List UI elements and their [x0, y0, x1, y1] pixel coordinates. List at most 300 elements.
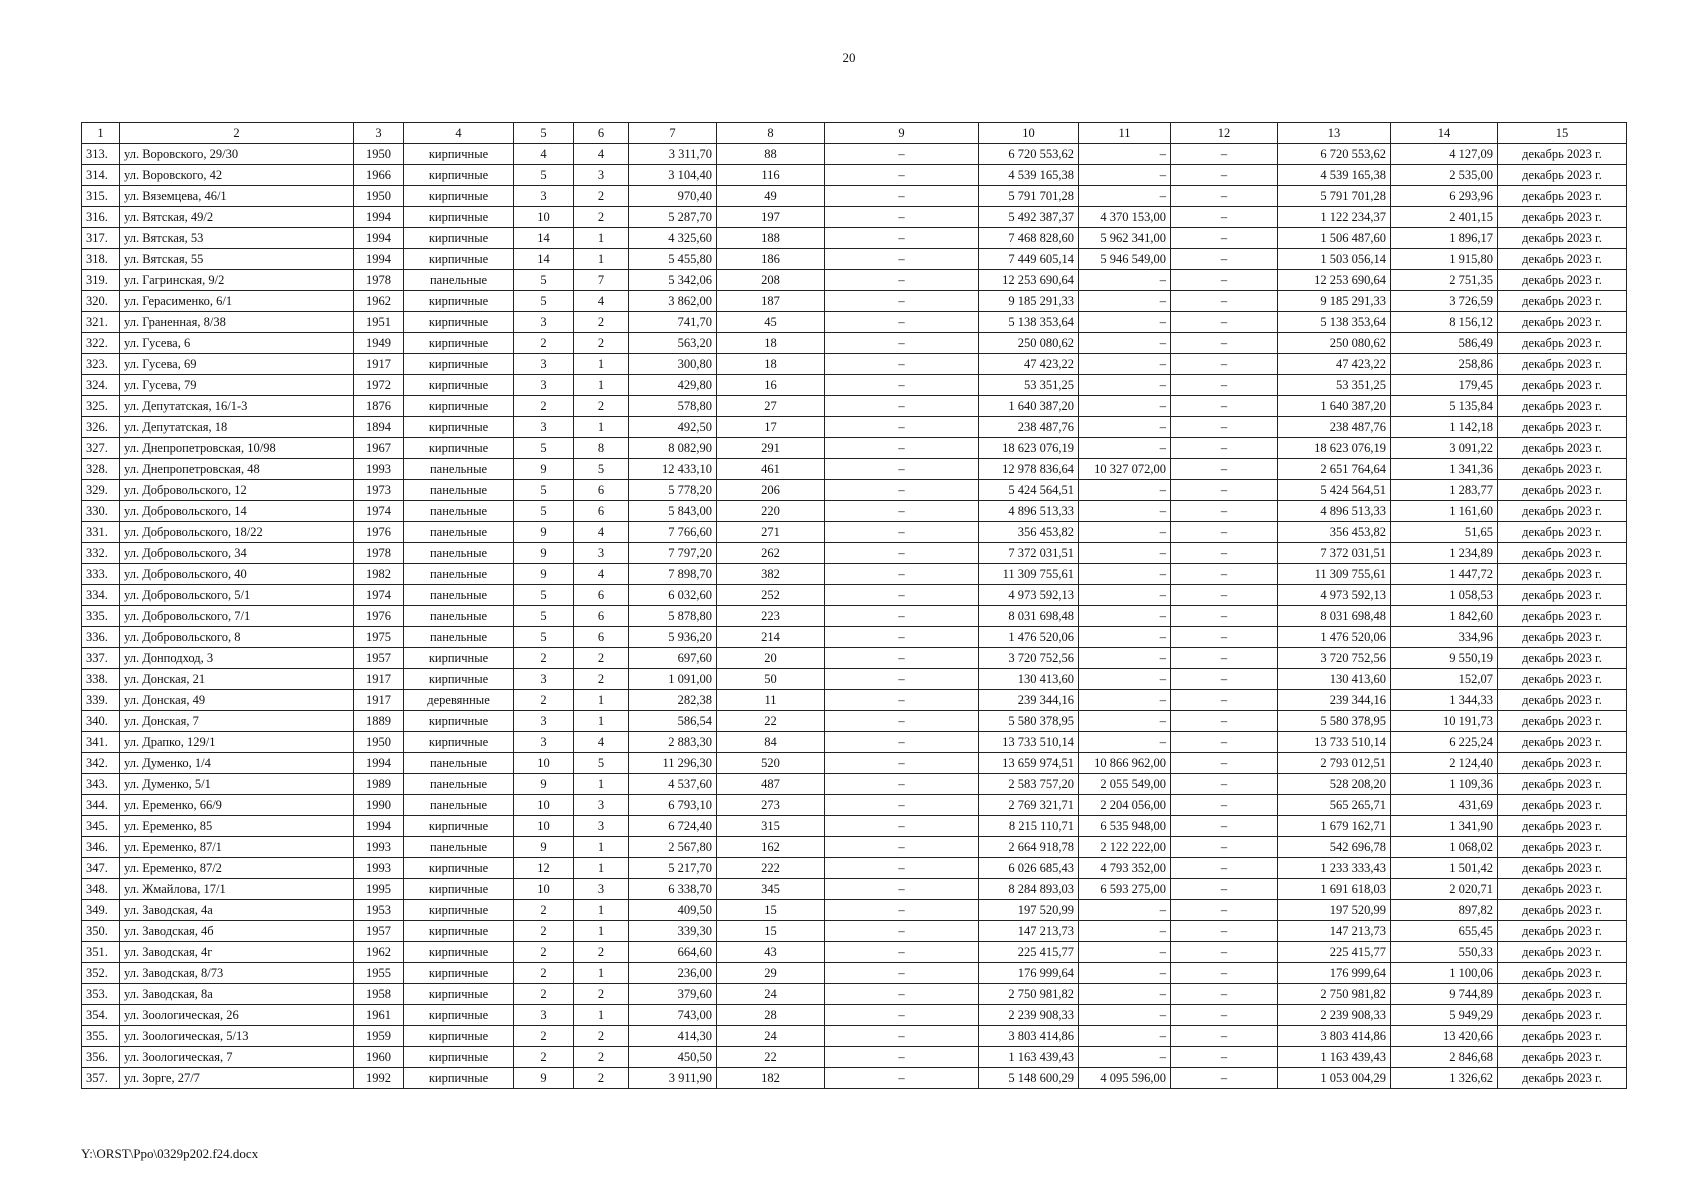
footer-file-path: Y:\ORST\Ppo\0329p202.f24.docx — [81, 1146, 259, 1161]
table-row — [82, 753, 1627, 774]
table-cell-col-12: – — [1171, 564, 1278, 585]
table-cell-col-14: 1 842,60 — [1391, 606, 1498, 627]
table-row — [82, 354, 1627, 375]
table-cell-col-1: 335. — [82, 606, 120, 627]
table-cell-col-14: 1 161,60 — [1391, 501, 1498, 522]
table-cell-col-13: 2 793 012,51 — [1278, 753, 1391, 774]
table-cell-col-7: 743,00 — [629, 1005, 717, 1026]
table-cell-col-4: кирпичные — [404, 228, 514, 249]
table-cell-col-14: 655,45 — [1391, 921, 1498, 942]
table-cell-col-6: 4 — [574, 732, 629, 753]
table-cell-col-5: 9 — [514, 459, 574, 480]
table-row — [82, 1068, 1627, 1089]
table-cell-col-8: 162 — [717, 837, 825, 858]
table-cell-col-6: 3 — [574, 795, 629, 816]
table-cell-col-2: ул. Добровольского, 40 — [120, 564, 354, 585]
table-cell-col-6: 1 — [574, 249, 629, 270]
table-cell-col-15: декабрь 2023 г. — [1498, 312, 1627, 333]
table-cell-col-6: 4 — [574, 144, 629, 165]
table-cell-col-9: – — [825, 270, 979, 291]
table-cell-col-3: 1994 — [354, 228, 404, 249]
table-cell-col-7: 7 797,20 — [629, 543, 717, 564]
table-cell-col-2: ул. Еременко, 87/1 — [120, 837, 354, 858]
column-header-5: 5 — [514, 123, 574, 144]
table-cell-col-15: декабрь 2023 г. — [1498, 228, 1627, 249]
table-cell-col-9: – — [825, 165, 979, 186]
table-row — [82, 375, 1627, 396]
table-cell-col-9: – — [825, 186, 979, 207]
table-cell-col-13: 2 239 908,33 — [1278, 1005, 1391, 1026]
table-cell-col-14: 3 726,59 — [1391, 291, 1498, 312]
table-cell-col-4: кирпичные — [404, 648, 514, 669]
table-cell-col-14: 1 896,17 — [1391, 228, 1498, 249]
table-cell-col-7: 1 091,00 — [629, 669, 717, 690]
table-cell-col-14: 179,45 — [1391, 375, 1498, 396]
table-cell-col-1: 313. — [82, 144, 120, 165]
table-cell-col-5: 9 — [514, 522, 574, 543]
table-cell-col-10: 238 487,76 — [979, 417, 1079, 438]
table-cell-col-11: – — [1079, 144, 1171, 165]
table-cell-col-3: 1994 — [354, 207, 404, 228]
table-cell-col-10: 8 215 110,71 — [979, 816, 1079, 837]
table-cell-col-12: – — [1171, 375, 1278, 396]
table-cell-col-10: 11 309 755,61 — [979, 564, 1079, 585]
table-cell-col-3: 1894 — [354, 417, 404, 438]
table-cell-col-6: 6 — [574, 585, 629, 606]
table-cell-col-12: – — [1171, 207, 1278, 228]
table-cell-col-4: панельные — [404, 564, 514, 585]
table-cell-col-12: – — [1171, 690, 1278, 711]
table-cell-col-10: 147 213,73 — [979, 921, 1079, 942]
table-cell-col-8: 84 — [717, 732, 825, 753]
column-header-3: 3 — [354, 123, 404, 144]
table-cell-col-1: 318. — [82, 249, 120, 270]
table-cell-col-10: 53 351,25 — [979, 375, 1079, 396]
table-cell-col-2: ул. Депутатская, 18 — [120, 417, 354, 438]
table-cell-col-1: 332. — [82, 543, 120, 564]
table-cell-col-11: – — [1079, 165, 1171, 186]
table-cell-col-11: – — [1079, 732, 1171, 753]
table-cell-col-9: – — [825, 249, 979, 270]
table-cell-col-13: 1 163 439,43 — [1278, 1047, 1391, 1068]
table-cell-col-8: 22 — [717, 1047, 825, 1068]
table-cell-col-11: – — [1079, 942, 1171, 963]
table-cell-col-8: 29 — [717, 963, 825, 984]
table-cell-col-1: 349. — [82, 900, 120, 921]
table-cell-col-4: кирпичные — [404, 312, 514, 333]
table-cell-col-7: 3 911,90 — [629, 1068, 717, 1089]
column-header-7: 7 — [629, 123, 717, 144]
table-cell-col-5: 5 — [514, 165, 574, 186]
table-cell-col-5: 3 — [514, 732, 574, 753]
table-row — [82, 1047, 1627, 1068]
table-cell-col-2: ул. Заводская, 8/73 — [120, 963, 354, 984]
table-cell-col-5: 2 — [514, 921, 574, 942]
page-number: 20 — [842, 50, 856, 65]
table-cell-col-10: 7 449 605,14 — [979, 249, 1079, 270]
table-cell-col-14: 1 058,53 — [1391, 585, 1498, 606]
table-cell-col-2: ул. Жмайлова, 17/1 — [120, 879, 354, 900]
table-cell-col-1: 320. — [82, 291, 120, 312]
table-cell-col-13: 13 733 510,14 — [1278, 732, 1391, 753]
table-cell-col-6: 2 — [574, 648, 629, 669]
table-cell-col-4: кирпичные — [404, 879, 514, 900]
table-cell-col-3: 1994 — [354, 816, 404, 837]
table-cell-col-1: 331. — [82, 522, 120, 543]
table-row — [82, 837, 1627, 858]
table-cell-col-6: 1 — [574, 858, 629, 879]
table-cell-col-11: – — [1079, 921, 1171, 942]
table-cell-col-5: 3 — [514, 375, 574, 396]
column-header-2: 2 — [120, 123, 354, 144]
table-cell-col-10: 8 031 698,48 — [979, 606, 1079, 627]
table-cell-col-6: 2 — [574, 1068, 629, 1089]
table-cell-col-10: 197 520,99 — [979, 900, 1079, 921]
table-cell-col-12: – — [1171, 669, 1278, 690]
table-cell-col-15: декабрь 2023 г. — [1498, 543, 1627, 564]
table-cell-col-4: кирпичные — [404, 438, 514, 459]
table-cell-col-5: 5 — [514, 501, 574, 522]
table-cell-col-4: кирпичные — [404, 732, 514, 753]
table-cell-col-12: – — [1171, 396, 1278, 417]
table-cell-col-5: 9 — [514, 543, 574, 564]
table-cell-col-11: – — [1079, 984, 1171, 1005]
table-cell-col-3: 1995 — [354, 879, 404, 900]
table-cell-col-15: декабрь 2023 г. — [1498, 606, 1627, 627]
table-cell-col-11: – — [1079, 900, 1171, 921]
table-cell-col-14: 2 124,40 — [1391, 753, 1498, 774]
table-cell-col-3: 1949 — [354, 333, 404, 354]
table-cell-col-14: 1 326,62 — [1391, 1068, 1498, 1089]
table-cell-col-7: 5 843,00 — [629, 501, 717, 522]
table-cell-col-1: 356. — [82, 1047, 120, 1068]
table-cell-col-7: 300,80 — [629, 354, 717, 375]
table-cell-col-7: 5 455,80 — [629, 249, 717, 270]
table-row — [82, 417, 1627, 438]
table-cell-col-13: 565 265,71 — [1278, 795, 1391, 816]
table-cell-col-12: – — [1171, 228, 1278, 249]
table-cell-col-10: 8 284 893,03 — [979, 879, 1079, 900]
table-cell-col-2: ул. Еременко, 66/9 — [120, 795, 354, 816]
table-cell-col-7: 414,30 — [629, 1026, 717, 1047]
table-cell-col-5: 14 — [514, 228, 574, 249]
table-cell-col-4: кирпичные — [404, 963, 514, 984]
column-header-13: 13 — [1278, 123, 1391, 144]
table-cell-col-13: 147 213,73 — [1278, 921, 1391, 942]
table-cell-col-6: 2 — [574, 669, 629, 690]
table-cell-col-11: – — [1079, 375, 1171, 396]
table-cell-col-10: 5 492 387,37 — [979, 207, 1079, 228]
table-cell-col-15: декабрь 2023 г. — [1498, 564, 1627, 585]
table-cell-col-12: – — [1171, 522, 1278, 543]
table-cell-col-6: 2 — [574, 186, 629, 207]
table-cell-col-10: 130 413,60 — [979, 669, 1079, 690]
table-cell-col-10: 9 185 291,33 — [979, 291, 1079, 312]
table-cell-col-10: 2 239 908,33 — [979, 1005, 1079, 1026]
table-cell-col-12: – — [1171, 417, 1278, 438]
table-cell-col-6: 6 — [574, 627, 629, 648]
table-cell-col-12: – — [1171, 1068, 1278, 1089]
table-cell-col-9: – — [825, 711, 979, 732]
table-cell-col-9: – — [825, 858, 979, 879]
table-cell-col-15: декабрь 2023 г. — [1498, 501, 1627, 522]
table-cell-col-2: ул. Зоологическая, 26 — [120, 1005, 354, 1026]
table-cell-col-15: декабрь 2023 г. — [1498, 1005, 1627, 1026]
table-cell-col-10: 7 468 828,60 — [979, 228, 1079, 249]
table-cell-col-7: 741,70 — [629, 312, 717, 333]
table-cell-col-4: кирпичные — [404, 417, 514, 438]
table-cell-col-15: декабрь 2023 г. — [1498, 900, 1627, 921]
table-cell-col-11: – — [1079, 1026, 1171, 1047]
table-cell-col-1: 327. — [82, 438, 120, 459]
table-cell-col-12: – — [1171, 312, 1278, 333]
table-row — [82, 585, 1627, 606]
table-cell-col-12: – — [1171, 879, 1278, 900]
table-cell-col-6: 4 — [574, 522, 629, 543]
table-cell-col-4: кирпичные — [404, 984, 514, 1005]
table-cell-col-2: ул. Вяземцева, 46/1 — [120, 186, 354, 207]
table-cell-col-14: 5 135,84 — [1391, 396, 1498, 417]
table-cell-col-14: 2 751,35 — [1391, 270, 1498, 291]
table-cell-col-13: 130 413,60 — [1278, 669, 1391, 690]
table-cell-col-13: 47 423,22 — [1278, 354, 1391, 375]
table-cell-col-12: – — [1171, 837, 1278, 858]
table-cell-col-2: ул. Воровского, 42 — [120, 165, 354, 186]
table-row — [82, 648, 1627, 669]
table-cell-col-7: 379,60 — [629, 984, 717, 1005]
table-cell-col-2: ул. Депутатская, 16/1-3 — [120, 396, 354, 417]
table-cell-col-7: 11 296,30 — [629, 753, 717, 774]
table-cell-col-2: ул. Добровольского, 12 — [120, 480, 354, 501]
table-cell-col-15: декабрь 2023 г. — [1498, 774, 1627, 795]
table-cell-col-7: 429,80 — [629, 375, 717, 396]
table-cell-col-12: – — [1171, 1005, 1278, 1026]
table-cell-col-13: 4 973 592,13 — [1278, 585, 1391, 606]
table-cell-col-15: декабрь 2023 г. — [1498, 627, 1627, 648]
table-cell-col-7: 8 082,90 — [629, 438, 717, 459]
table-cell-col-6: 2 — [574, 1047, 629, 1068]
table-cell-col-8: 28 — [717, 1005, 825, 1026]
table-cell-col-1: 333. — [82, 564, 120, 585]
table-cell-col-3: 1950 — [354, 732, 404, 753]
table-cell-col-12: – — [1171, 711, 1278, 732]
table-cell-col-1: 336. — [82, 627, 120, 648]
table-cell-col-8: 487 — [717, 774, 825, 795]
table-row — [82, 816, 1627, 837]
table-cell-col-15: декабрь 2023 г. — [1498, 942, 1627, 963]
table-cell-col-6: 1 — [574, 690, 629, 711]
table-cell-col-2: ул. Добровольского, 5/1 — [120, 585, 354, 606]
table-cell-col-13: 1 476 520,06 — [1278, 627, 1391, 648]
table-cell-col-9: – — [825, 522, 979, 543]
table-row — [82, 984, 1627, 1005]
table-cell-col-3: 1950 — [354, 186, 404, 207]
table-cell-col-13: 5 138 353,64 — [1278, 312, 1391, 333]
table-cell-col-4: панельные — [404, 270, 514, 291]
table-cell-col-9: – — [825, 1026, 979, 1047]
table-cell-col-14: 5 949,29 — [1391, 1005, 1498, 1026]
table-cell-col-4: панельные — [404, 543, 514, 564]
table-cell-col-15: декабрь 2023 г. — [1498, 837, 1627, 858]
table-cell-col-3: 1973 — [354, 480, 404, 501]
table-cell-col-14: 2 020,71 — [1391, 879, 1498, 900]
table-cell-col-3: 1993 — [354, 858, 404, 879]
table-cell-col-12: – — [1171, 858, 1278, 879]
table-cell-col-9: – — [825, 795, 979, 816]
table-cell-col-5: 2 — [514, 900, 574, 921]
table-row — [82, 459, 1627, 480]
table-cell-col-3: 1876 — [354, 396, 404, 417]
table-cell-col-4: панельные — [404, 522, 514, 543]
table-cell-col-13: 6 720 553,62 — [1278, 144, 1391, 165]
table-cell-col-1: 350. — [82, 921, 120, 942]
table-cell-col-9: – — [825, 291, 979, 312]
table-cell-col-8: 188 — [717, 228, 825, 249]
table-cell-col-2: ул. Добровольского, 7/1 — [120, 606, 354, 627]
table-cell-col-15: декабрь 2023 г. — [1498, 1068, 1627, 1089]
table-cell-col-7: 4 325,60 — [629, 228, 717, 249]
table-cell-col-14: 1 341,36 — [1391, 459, 1498, 480]
table-row — [82, 942, 1627, 963]
table-cell-col-8: 15 — [717, 921, 825, 942]
table-cell-col-12: – — [1171, 249, 1278, 270]
table-cell-col-3: 1962 — [354, 291, 404, 312]
table-cell-col-9: – — [825, 963, 979, 984]
table-cell-col-14: 586,49 — [1391, 333, 1498, 354]
table-cell-col-6: 8 — [574, 438, 629, 459]
table-cell-col-11: – — [1079, 1047, 1171, 1068]
table-cell-col-4: кирпичные — [404, 921, 514, 942]
table-cell-col-6: 1 — [574, 774, 629, 795]
table-cell-col-2: ул. Гусева, 6 — [120, 333, 354, 354]
table-cell-col-8: 18 — [717, 333, 825, 354]
table-cell-col-6: 1 — [574, 375, 629, 396]
table-row — [82, 543, 1627, 564]
table-cell-col-4: кирпичные — [404, 711, 514, 732]
table-cell-col-14: 431,69 — [1391, 795, 1498, 816]
table-cell-col-4: кирпичные — [404, 669, 514, 690]
table-cell-col-5: 12 — [514, 858, 574, 879]
table-cell-col-8: 223 — [717, 606, 825, 627]
table-cell-col-12: – — [1171, 963, 1278, 984]
table-cell-col-6: 1 — [574, 711, 629, 732]
table-cell-col-8: 186 — [717, 249, 825, 270]
table-cell-col-9: – — [825, 774, 979, 795]
table-cell-col-3: 1982 — [354, 564, 404, 585]
table-cell-col-11: 6 593 275,00 — [1079, 879, 1171, 900]
table-cell-col-10: 7 372 031,51 — [979, 543, 1079, 564]
table-cell-col-13: 3 803 414,86 — [1278, 1026, 1391, 1047]
table-cell-col-13: 356 453,82 — [1278, 522, 1391, 543]
table-cell-col-8: 27 — [717, 396, 825, 417]
table-cell-col-10: 5 148 600,29 — [979, 1068, 1079, 1089]
table-cell-col-12: – — [1171, 165, 1278, 186]
table-cell-col-10: 3 803 414,86 — [979, 1026, 1079, 1047]
table-cell-col-6: 5 — [574, 459, 629, 480]
table-cell-col-1: 323. — [82, 354, 120, 375]
table-cell-col-5: 9 — [514, 1068, 574, 1089]
table-cell-col-13: 5 791 701,28 — [1278, 186, 1391, 207]
table-cell-col-6: 2 — [574, 942, 629, 963]
table-cell-col-15: декабрь 2023 г. — [1498, 144, 1627, 165]
table-cell-col-5: 4 — [514, 144, 574, 165]
table-cell-col-14: 4 127,09 — [1391, 144, 1498, 165]
table-cell-col-15: декабрь 2023 г. — [1498, 522, 1627, 543]
table-cell-col-8: 116 — [717, 165, 825, 186]
table-cell-col-8: 262 — [717, 543, 825, 564]
table-cell-col-10: 250 080,62 — [979, 333, 1079, 354]
table-cell-col-2: ул. Днепропетровская, 48 — [120, 459, 354, 480]
table-cell-col-5: 2 — [514, 648, 574, 669]
table-cell-col-9: – — [825, 459, 979, 480]
table-cell-col-4: кирпичные — [404, 942, 514, 963]
table-row — [82, 1026, 1627, 1047]
table-cell-col-8: 271 — [717, 522, 825, 543]
table-cell-col-7: 7 766,60 — [629, 522, 717, 543]
table-row — [82, 228, 1627, 249]
table-cell-col-11: 6 535 948,00 — [1079, 816, 1171, 837]
table-cell-col-9: – — [825, 144, 979, 165]
table-cell-col-15: декабрь 2023 г. — [1498, 438, 1627, 459]
table-cell-col-15: декабрь 2023 г. — [1498, 648, 1627, 669]
table-cell-col-4: панельные — [404, 795, 514, 816]
table-cell-col-15: декабрь 2023 г. — [1498, 879, 1627, 900]
table-cell-col-8: 208 — [717, 270, 825, 291]
table-cell-col-8: 345 — [717, 879, 825, 900]
table-cell-col-1: 315. — [82, 186, 120, 207]
table-cell-col-1: 316. — [82, 207, 120, 228]
table-cell-col-4: панельные — [404, 837, 514, 858]
table-cell-col-12: – — [1171, 1047, 1278, 1068]
table-row — [82, 858, 1627, 879]
table-cell-col-10: 13 733 510,14 — [979, 732, 1079, 753]
table-cell-col-2: ул. Заводская, 4б — [120, 921, 354, 942]
table-cell-col-2: ул. Еременко, 87/2 — [120, 858, 354, 879]
table-cell-col-14: 334,96 — [1391, 627, 1498, 648]
table-cell-col-4: панельные — [404, 501, 514, 522]
table-cell-col-11: 2 204 056,00 — [1079, 795, 1171, 816]
table-cell-col-2: ул. Зоологическая, 5/13 — [120, 1026, 354, 1047]
table-header-row — [82, 123, 1627, 144]
table-cell-col-4: кирпичные — [404, 816, 514, 837]
table-cell-col-13: 5 424 564,51 — [1278, 480, 1391, 501]
table-cell-col-7: 3 311,70 — [629, 144, 717, 165]
table-cell-col-4: панельные — [404, 585, 514, 606]
table-cell-col-2: ул. Заводская, 4г — [120, 942, 354, 963]
table-cell-col-13: 4 539 165,38 — [1278, 165, 1391, 186]
column-header-9: 9 — [825, 123, 979, 144]
table-cell-col-9: – — [825, 669, 979, 690]
table-cell-col-2: ул. Воровского, 29/30 — [120, 144, 354, 165]
table-cell-col-3: 1950 — [354, 144, 404, 165]
table-cell-col-10: 225 415,77 — [979, 942, 1079, 963]
table-cell-col-14: 1 142,18 — [1391, 417, 1498, 438]
table-row — [82, 711, 1627, 732]
table-cell-col-6: 1 — [574, 963, 629, 984]
table-cell-col-3: 1974 — [354, 585, 404, 606]
table-cell-col-12: – — [1171, 354, 1278, 375]
table-cell-col-1: 353. — [82, 984, 120, 1005]
table-cell-col-11: – — [1079, 606, 1171, 627]
table-cell-col-4: панельные — [404, 753, 514, 774]
table-cell-col-4: панельные — [404, 774, 514, 795]
table-cell-col-13: 542 696,78 — [1278, 837, 1391, 858]
table-cell-col-15: декабрь 2023 г. — [1498, 480, 1627, 501]
table-cell-col-9: – — [825, 396, 979, 417]
table-cell-col-2: ул. Гусева, 69 — [120, 354, 354, 375]
table-row — [82, 900, 1627, 921]
table-cell-col-15: декабрь 2023 г. — [1498, 354, 1627, 375]
